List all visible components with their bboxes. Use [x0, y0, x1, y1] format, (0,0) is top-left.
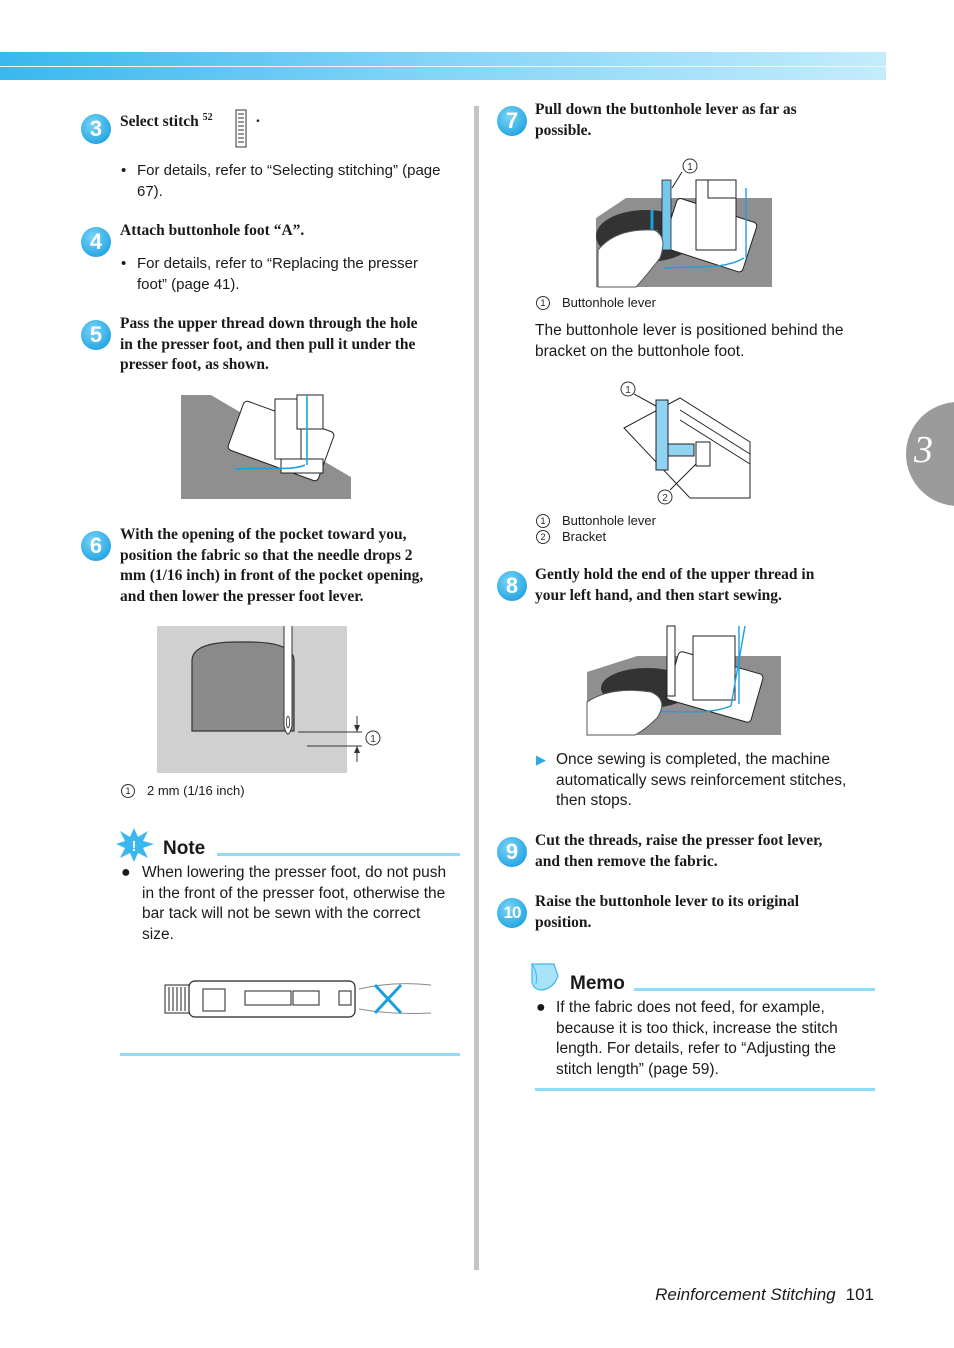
step-badge-10: 10	[497, 898, 527, 928]
step-badge-8: 8	[497, 571, 527, 601]
note-bullet	[121, 863, 466, 947]
needle-position-illustration	[157, 626, 387, 774]
step-8-result-line1: Once sewing is completed, the machine	[556, 751, 830, 768]
step-4-title: Attach buttonhole foot “A”.	[120, 222, 305, 239]
column-divider	[474, 106, 479, 1270]
step-4-bullet-line1: For details, refer to “Replacing the presser	[137, 255, 418, 272]
step-7-caption-2a	[536, 513, 656, 529]
memo-icon	[528, 962, 562, 992]
step-7-para-line2: bracket on the buttonhole foot.	[535, 342, 745, 360]
stitch-number: 52	[202, 112, 213, 123]
result-arrow-icon: ▶	[536, 752, 546, 767]
step-7-para-line1: The buttonhole lever is positioned behind the	[535, 322, 844, 339]
callout-marker: 1	[536, 514, 550, 528]
callout-number: 1	[625, 385, 631, 396]
step-8-title	[535, 565, 875, 606]
step-badge-9: 9	[497, 837, 527, 867]
step-badge-7: 7	[497, 106, 527, 136]
step-3-title-a: Select stitch	[120, 113, 199, 131]
step-5-line3: presser foot, as shown.	[120, 356, 269, 373]
step-8-result	[536, 750, 876, 812]
step-7-caption-2b-text: Bracket	[562, 529, 607, 544]
callout-number: 1	[687, 162, 693, 173]
callout-number: 2	[662, 493, 668, 504]
step-5-line2: in the presser foot, and then pull it under the	[120, 335, 416, 353]
start-sewing-illustration	[587, 626, 782, 736]
memo-line1: If the fabric does not feed, for example,	[556, 999, 825, 1016]
step-5-title	[120, 314, 465, 376]
bullet-dot: •	[121, 255, 127, 272]
buttonhole-foot-illustration	[163, 975, 438, 1025]
callout-marker: 1	[536, 296, 550, 310]
presser-foot-thread-illustration	[181, 395, 351, 500]
step-badge-6: 6	[81, 531, 111, 561]
step-7-title	[535, 100, 875, 141]
step-3-bullet-line1: For details, refer to “Selecting stitching” (page	[137, 162, 441, 179]
pull-lever-illustration	[596, 158, 773, 288]
lever-bracket-illustration	[620, 380, 760, 510]
step-badge-3: 3	[81, 114, 111, 144]
step-3-title	[120, 108, 213, 133]
stitch-icon	[236, 110, 248, 148]
step-3-title-end: .	[256, 109, 260, 126]
note-rule-bottom	[120, 1053, 460, 1056]
step-8-line1: Gently hold the end of the upper thread in	[535, 566, 815, 583]
step-3-bullet-line2: 67).	[137, 183, 163, 200]
chapter-number: 3	[914, 429, 933, 471]
step-9-line2: and then remove the fabric.	[535, 852, 718, 870]
step-6-caption	[121, 783, 245, 799]
step-10-title	[535, 892, 875, 933]
step-7-line1: Pull down the buttonhole lever as far as	[535, 101, 797, 118]
note-line3: bar tack will not be sewn with the correct	[142, 905, 421, 922]
svg-text:!: !	[131, 838, 137, 855]
step-8-result-line2: automatically sews reinforcement stitches,	[556, 771, 847, 789]
bullet-dot: ●	[121, 864, 131, 881]
step-6-line4: and then lower the presser foot lever.	[120, 587, 364, 605]
step-4-bullet	[121, 254, 471, 296]
memo-line2: because it is too thick, increase the stitch	[556, 1020, 838, 1037]
step-6-line2: position the fabric so that the needle drops 2	[120, 546, 413, 564]
step-7-paragraph	[535, 321, 880, 362]
step-4-bullet-line2: foot” (page 41).	[137, 276, 240, 293]
note-line4: size.	[142, 926, 174, 943]
callout-marker: 2	[536, 530, 550, 544]
step-7-caption-2a-text: Buttonhole lever	[562, 513, 656, 528]
footer-section: Reinforcement Stitching	[655, 1285, 836, 1304]
step-badge-5: 5	[81, 320, 111, 350]
memo-title: Memo	[570, 973, 625, 994]
note-title: Note	[163, 838, 206, 859]
step-6-title	[120, 525, 465, 607]
step-8-line2: your left hand, and then start sewing.	[535, 586, 782, 604]
step-6-line1: With the opening of the pocket toward you,	[120, 526, 407, 543]
step-10-line2: position.	[535, 913, 592, 931]
step-7-line2: possible.	[535, 121, 592, 139]
memo-rule-bottom	[535, 1088, 875, 1091]
bullet-dot: ●	[536, 999, 546, 1016]
memo-line3: length. For details, refer to “Adjusting the	[556, 1040, 837, 1057]
page-footer	[655, 1285, 874, 1305]
bullet-dot: •	[121, 162, 127, 179]
note-rule-top	[217, 853, 460, 856]
step-9-line1: Cut the threads, raise the presser foot lever,	[535, 832, 823, 849]
note-line1: When lowering the presser foot, do not push	[142, 864, 447, 881]
step-5-line1: Pass the upper thread down through the hole	[120, 315, 418, 332]
step-7-caption-text: Buttonhole lever	[562, 295, 656, 310]
memo-rule-top	[634, 988, 875, 991]
step-10-line1: Raise the buttonhole lever to its original	[535, 893, 800, 910]
step-8-result-line3: then stops.	[556, 792, 632, 809]
step-3-bullet	[121, 161, 471, 203]
step-6-line3: mm (1/16 inch) in front of the pocket opening,	[120, 567, 424, 584]
step-6-caption-text: 2 mm (1/16 inch)	[147, 783, 245, 798]
step-7-caption	[536, 295, 656, 311]
note-line2: in the front of the presser foot, otherwise the	[142, 885, 446, 902]
chapter-tab	[906, 402, 954, 506]
callout-marker: 1	[121, 784, 135, 798]
callout-number: 1	[370, 734, 376, 745]
note-icon	[116, 828, 154, 862]
memo-line4: stitch length” (page 59).	[556, 1061, 719, 1078]
step-9-title	[535, 831, 875, 872]
page-number: 101	[845, 1285, 874, 1304]
header-band	[0, 52, 886, 80]
step-badge-4: 4	[81, 227, 111, 257]
step-7-caption-2b	[536, 529, 606, 545]
memo-bullet	[536, 998, 881, 1082]
